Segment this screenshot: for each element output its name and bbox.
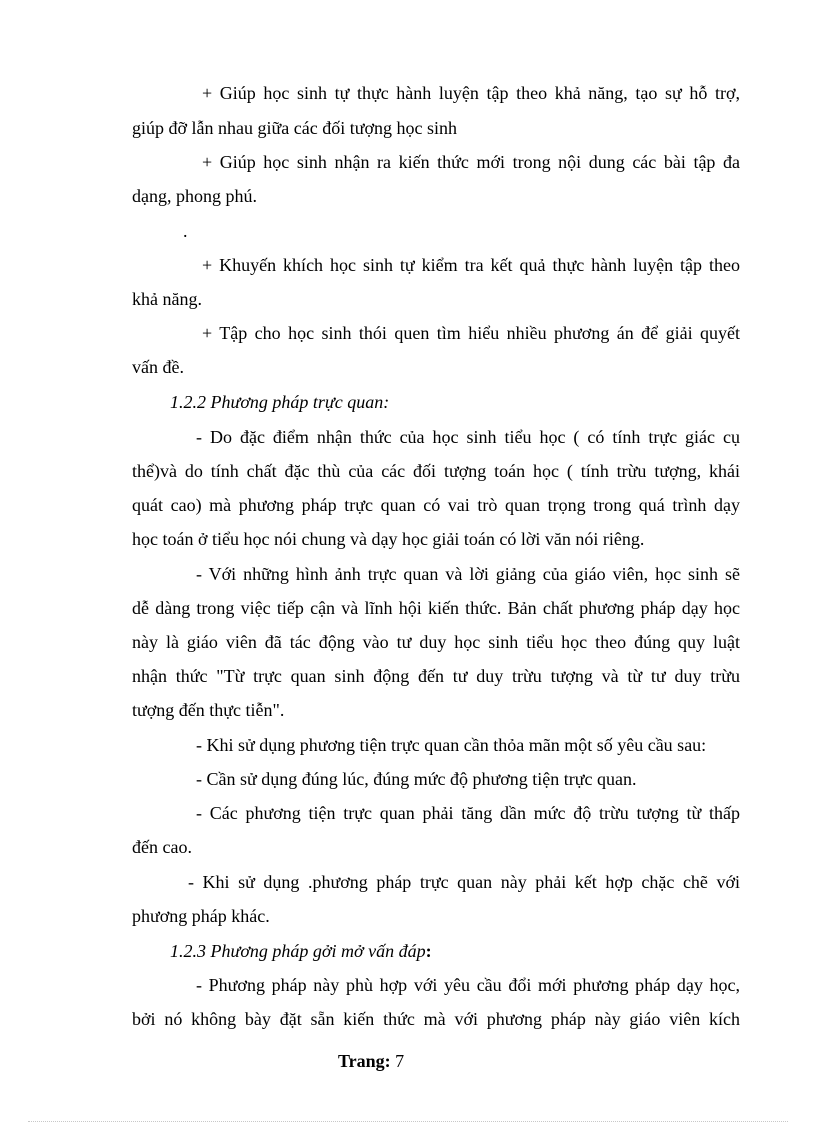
page-label: Trang: <box>338 1051 391 1071</box>
paragraph-line: - Khi sử dụng .phương pháp trực quan này phải kết hợp chặc chẽ với <box>188 872 740 892</box>
paragraph-line: - Cần sử dụng đúng lúc, đúng mức độ phương tiện trực quan. <box>196 769 637 789</box>
section-heading-1-2-3 <box>170 940 740 962</box>
paragraph-line: - Với những hình ảnh trực quan và lời giảng của giáo viên, học sinh sẽ <box>196 564 740 584</box>
paragraph-line: + Khuyến khích học sinh tự kiểm tra kết quả thực hành luyện tập theo <box>202 255 740 275</box>
paragraph-line: dễ dàng trong việc tiếp cận và lĩnh hội kiến thức. Bản chất phương pháp dạy học <box>132 598 740 618</box>
paragraph-line: - Phương pháp này phù hợp với yêu cầu đổi mới phương pháp dạy học, <box>196 975 740 995</box>
stray-period: . <box>183 221 188 241</box>
paragraph-line: này là giáo viên đã tác động vào tư duy học sinh tiểu học theo đúng quy luật <box>132 632 740 652</box>
paragraph-line: học toán ở tiểu học nói chung và dạy học giải toán có lời văn nói riêng. <box>132 529 645 549</box>
paragraph-line: vấn đề. <box>132 357 184 377</box>
section-heading-1-2-2: 1.2.2 Phương pháp trực quan: <box>170 392 390 412</box>
paragraph-line: nhận thức "Từ trực quan sinh động đến tư duy trừu tượng và từ tư duy trừu <box>132 666 740 686</box>
paragraph-line: giúp đỡ lẫn nhau giữa các đối tượng học sinh <box>132 118 457 138</box>
paragraph-line: - Các phương tiện trực quan phải tăng dần mức độ trừu tượng từ thấp <box>196 803 740 823</box>
paragraph-line: bởi nó không bày đặt sẵn kiến thức mà với phương pháp này giáo viên kích <box>132 1009 740 1029</box>
paragraph-line: khả năng. <box>132 289 202 309</box>
bottom-divider <box>28 1121 788 1122</box>
paragraph-line: tượng đến thực tiễn". <box>132 700 285 720</box>
heading-colon: : <box>425 941 432 961</box>
paragraph-line: dạng, phong phú. <box>132 186 257 206</box>
paragraph-line: - Khi sử dụng phương tiện trực quan cần thỏa mãn một số yêu cầu sau: <box>196 735 707 755</box>
paragraph-line: + Giúp học sinh tự thực hành luyện tập theo khả năng, tạo sự hỗ trợ, <box>202 83 740 103</box>
paragraph-line: + Giúp học sinh nhận ra kiến thức mới trong nội dung các bài tập đa <box>202 152 740 172</box>
page-number: 7 <box>395 1051 405 1071</box>
page-footer <box>338 1051 404 1072</box>
paragraph-line: quát cao) mà phương pháp trực quan có vai trò quan trọng trong quá trình dạy <box>132 495 740 515</box>
paragraph-line: đến cao. <box>132 837 192 857</box>
paragraph-line: thể)và do tính chất đặc thù của các đối tượng toán học ( tính trừu tượng, khái <box>132 461 740 481</box>
paragraph-line: + Tập cho học sinh thói quen tìm hiểu nhiều phương án để giải quyết <box>202 323 740 343</box>
paragraph-line: phương pháp khác. <box>132 906 270 926</box>
paragraph-line: - Do đặc điểm nhận thức của học sinh tiểu học ( có tính trực giác cụ <box>196 427 740 447</box>
heading-text: 1.2.3 Phương pháp gởi mở vấn đáp <box>170 941 426 961</box>
